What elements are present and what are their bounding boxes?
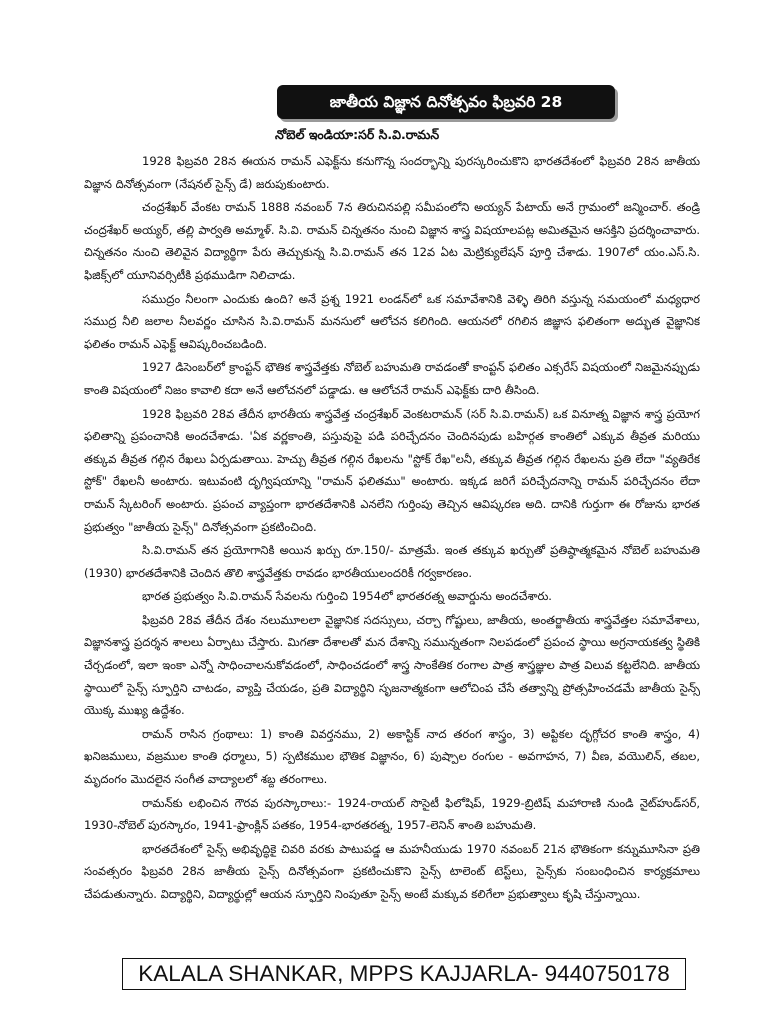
article-body bbox=[84, 150, 700, 950]
paragraph-compton-effect: 1927 డిసెంబర్‌లో క్రాంప్టన్ భౌతిక శాస్త్రవేత్తకు నోబెల్ బహుమతి రావడంతో కాంప్టన్ ఫలితం ఎక్సరేస్ విషయంలో నిజమైనప్పుడు కాంతి విషయంలో నిజం కావాలి కదా అనే ఆలోచనలో పడ్డాడు. ఆ ఆలోచనే రామన్ ఎఫెక్ట్‌కు దారి తీసింది. bbox=[84, 360, 700, 397]
paragraph-celebrations: ఫిబ్రవరి 28వ తేదీన దేశం నలుమూలలా వైజ్ఞానిక సదస్సులు, చర్చా గోష్టులు, జాతీయ, అంతర్జాతీయ శాస్త్రవేత్తల సమావేశాలు, విజ్ఞానశాస్త్ర ప్రదర్శన శాలలు ఏర్పాటు చేస్తారు. మిగతా దేశాలతో మన దేశాన్ని సమున్నతంగా నిలపడంలో ప్రపంచ స్థాయి అగ్రనాయకత్వ స్థితికి చేర్చడంలో, ఇలా ఇంకా ఎన్నో సాధించాలనుకోవడంలో, సాధించడంలో శాస్త్ర సాంకేతిక రంగాల పాత్ర శాస్త్రజ్ఞుల పాత్ర విలువ కట్టలేనిది. జాతీయ స్థాయిలో సైన్స్ స్ఫూర్తిని చాటడం, వ్యాప్తి చేయడం, ప్రతి విద్యార్థిని సృజనాత్మకంగా ఆలోచింప చేసే తత్వాన్ని ప్రోత్సహించడమే జాతీయ సైన్స్ యొక్క ముఖ్య ఉద్దేశం. bbox=[84, 612, 700, 718]
paragraph-biography: చంద్రశేఖర్ వేంకట రామన్ 1888 నవంబర్ 7న తిరుచినపల్లి సమీపంలోని అయ్యన్ పేటాయ్ అనే గ్రామంలో జన్మించార్. తండ్రి చంద్రశేఖర్ అయ్యర్, తల్లి పార్వతి అమ్మాళ్. సి.వి. రామన్ చిన్నతనం నుంచి విజ్ఞాన శాస్త్ర విషయాలపట్ల అమితమైన ఆసక్తిని ప్రదర్శించావారు. చిన్నతనం నుంచి తెలివైన విద్యార్థిగా పేరు తెచ్చుకున్న సి.వి.రామన్ తన 12వ ఏట మెట్రిక్యులేషన్ పూర్తి చేశాడు. 1907లో యం.ఎస్.సి. ఫిజిక్స్‌లో యూనివర్సిటీకి ప్రథముడిగా నిలిచాడు. bbox=[84, 200, 700, 282]
author-footer: KALALA SHANKAR, MPPS KAJJARLA- 9440750178 bbox=[122, 958, 686, 990]
paragraph-awards: రామన్‌కు లభించిన గౌరవ పురస్కారాలు:- 1924-రాయల్ సొసైటీ ఫిలోషిప్, 1929-బ్రిటిష్ మహారాణి నుండి నైట్‌హుడ్‌సర్, 1930-నోబెల్ పురస్కారం, 1941-ఫ్రాంక్లిన్ పతకం, 1954-భారతరత్న, 1957-లెనిన్ శాంతి బహుమతి. bbox=[84, 795, 700, 833]
paragraph-science-day-intro: 1928 ఫిబ్రవరి 28న ఈయన రామన్ ఎఫెక్ట్‌ను కనుగొన్న సందర్భాన్ని పురస్కరించుకొని భారతదేశంలో ఫిబ్రవరి 28న జాతీయ విజ్ఞాన దినోత్సవంగా (నేషనల్ సైన్స్ డే) జరుపుకుంటారు. bbox=[84, 154, 700, 191]
paragraph-bharat-ratna: భారత ప్రభుత్వం సి.వి.రామన్ సేవలను గుర్తించి 1954లో భారతరత్న అవార్డును అందచేశారు. bbox=[142, 589, 552, 604]
paragraph-blue-sea-question: సముద్రం నీలంగా ఎందుకు ఉంది? అనే ప్రశ్న 1921 లండన్‌లో ఒక సమావేశానికి వెళ్ళి తిరిగి వస్తున్న సమయంలో మధ్యధార సముద్ర నీలి జలాల నీలవర్ణం చూసిన సి.వి.రామన్ మనసులో ఆలోచన కలిగింది. ఆయనలో రగిలిన జిజ్ఞాస ఫలితంగా అద్భుత వైజ్ఞానిక ఫలితం రామన్ ఎఫెక్ట్ ఆవిష్కరించబడింది. bbox=[84, 291, 700, 351]
document-title: జాతీయ విజ్ఞాన దినోత్సవం ఫిబ్రవరి 28 bbox=[277, 85, 615, 119]
paragraph-legacy: భారతదేశంలో సైన్స్ అభివృద్ధికై చివరి వరకు పాటుపడ్డ ఆ మహనీయుడు 1970 నవంబర్ 21న భౌతికంగా కన్నుమూసినా ప్రతి సంవత్సరం ఫిబ్రవరి 28న జాతీయ సైన్స్ దినోత్సవంగా ప్రకటించుకొని సైన్స్ టాలెంట్ టెస్ట్‌లు, సైన్స్‌కు సంబంధించిన కార్యక్రమాలు చేపడుతున్నారు. విద్యార్థిని, విద్యార్థుల్లో ఆయన స్ఫూర్తిని నింపుతూ సైన్స్ అంటే మక్కువ కలిగేలా ప్రభుత్వాలు కృషి చేస్తున్నాయి. bbox=[84, 841, 700, 901]
paragraph-books: రామన్ రాసిన గ్రంథాలు: 1) కాంతి వివర్తనము, 2) అకాస్టిక్ నాద తరంగ శాస్త్రం, 3) అప్టికల దృగ్గోచర కాంతి శాస్త్రం, 4) ఖనిజములు, వజ్రముల కాంతి ధర్మాలు, 5) స్పటికముల భౌతిక విజ్ఞానం, 6) పుష్పాల రంగుల - అవగాహన, 7) వీణ, వయొలిన్, తబల, మృదంగం మొదలైన సంగీత వాద్యాలలో శబ్ద తరంగాలు. bbox=[84, 726, 700, 787]
paragraph-raman-effect: 1928 ఫిబ్రవరి 28వ తేదీన భారతీయ శాస్త్రవేత్త చంద్రశేఖర్ వెంకటరామన్ (సర్ సి.వి.రామన్) ఒక వినూత్న విజ్ఞాన శాస్త్ర ప్రయోగ ఫలితాన్ని ప్రపంచానికి అందచేశాడు. 'ఏక వర్ణకాంతి, పస్తువుపై పడి పరిచ్ఛేదనం చెందినపుడు బహిర్గత కాంతిలో ఎక్కువ తీవ్రత మరియు తక్కువ తీవ్రత గల్గిన రేఖలు ఏర్పడుతాయి. హెచ్చు తీవ్రత గల్గిన రేఖలను "స్టోక్ రేఖ"లనీ, తక్కువ తీవ్రత గల్గిన రేఖలను ప్రతి లేదా "వ్యతిరేక స్టోక్" రేఖలనీ అంటారు. ఇటువంటి దృగ్విషయాన్ని "రామన్ ఫలితము" అంటారు. ఇక్కడ జరిగే పరిచ్ఛేదనాన్ని రామన్ పరిచ్ఛేదనం లేదా రామన్ స్కేటరింగ్ అంటారు. ప్రపంచ వ్యాప్తంగా భారతదేశానికి ఎనలేని గుర్తింపు తెచ్చిన ఆవిష్కరణ అది. దానికి గుర్తుగా ఈ రోజును భారత ప్రభుత్వం "జాతీయ సైన్స్" దినోత్సవంగా ప్రకటించింది. bbox=[84, 406, 700, 534]
paragraph-nobel-prize: సి.వి.రామన్ తన ప్రయోగానికి అయిన ఖర్చు రూ.150/- మాత్రమే. ఇంత తక్కువ ఖర్చుతో ప్రతిష్ఠాత్మకమైన నోబెల్ బహుమతి (1930) భారతదేశానికి చెందిన తొలి శాస్త్రవేత్తకు రావడం భారతీయులందరికీ గర్వకారణం. bbox=[84, 543, 700, 580]
document-subtitle: నోబెల్ ఇండియా:సర్ సి.వి.రామన్ bbox=[275, 127, 440, 142]
